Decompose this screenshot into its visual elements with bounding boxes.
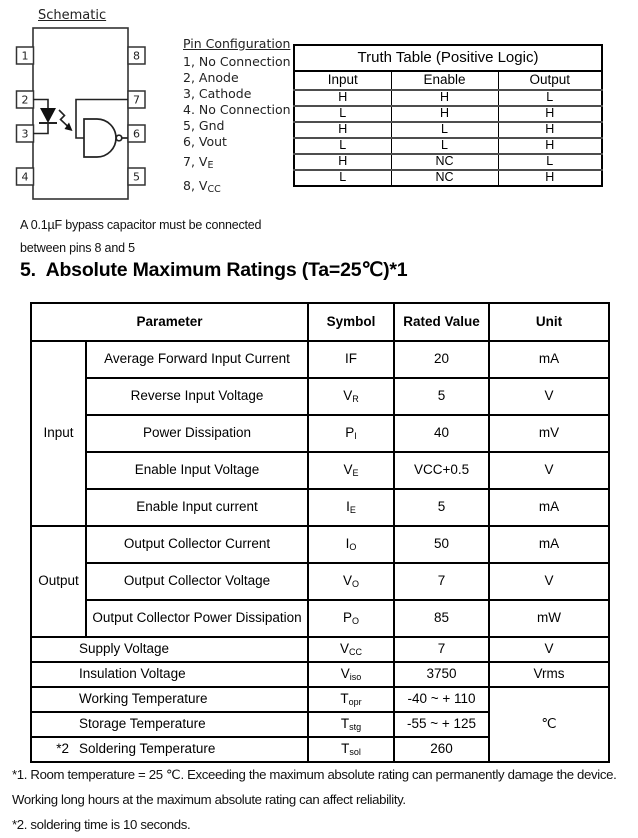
- pin-number: 6: [133, 127, 140, 141]
- symbol-cell: $T_{sol}$: [308, 737, 394, 762]
- parameter-cell: Enable Input Voltage: [86, 452, 308, 489]
- rated-value-cell: 260: [394, 737, 489, 762]
- parameter-cell: [31, 737, 308, 762]
- symbol-cell: $V_E$: [308, 452, 394, 489]
- truth-table-cell: H: [498, 122, 602, 138]
- ratings-row: [31, 415, 609, 452]
- ratings-row: [31, 662, 609, 687]
- pin-number: 2: [21, 93, 29, 107]
- truth-table-cell: H: [294, 90, 391, 106]
- ratings-header-symbol: Symbol: [308, 303, 394, 341]
- ratings-row: [31, 378, 609, 415]
- parameter-cell-content: [32, 667, 307, 682]
- ratings-row: [31, 637, 609, 662]
- truth-table-cell: NC: [391, 154, 498, 170]
- rated-value-cell: 5: [394, 378, 489, 415]
- symbol-cell: $P_O$: [308, 600, 394, 637]
- pin-config-item: 7, $V_E$: [183, 154, 214, 171]
- pin-config-item: 5, Gnd: [183, 118, 225, 133]
- symbol-cell: $P_I$: [308, 415, 394, 452]
- ratings-header-parameter: Parameter: [31, 303, 308, 341]
- truth-table-row: [294, 106, 602, 122]
- unit-cell: mA: [489, 489, 609, 526]
- section-heading: 5. Absolute Maximum Ratings (Ta=25℃)*1: [20, 259, 408, 281]
- truth-table-cell: L: [391, 138, 498, 154]
- pin-config-item: 1, No Connection: [183, 54, 291, 69]
- unit-cell: ℃: [489, 687, 609, 762]
- unit-cell: V: [489, 637, 609, 662]
- parameter-label: Soldering Temperature: [79, 741, 216, 757]
- left-pin-squares: [17, 47, 34, 185]
- parameter-cell: Enable Input current: [86, 489, 308, 526]
- truth-table-title: Truth Table (Positive Logic): [294, 45, 602, 71]
- truth-table-cell: L: [294, 106, 391, 122]
- rated-value-cell: 50: [394, 526, 489, 563]
- ratings-row: [31, 489, 609, 526]
- parameter-label: Storage Temperature: [79, 716, 206, 732]
- rated-value-cell: -55 ~ + 125: [394, 712, 489, 737]
- parameter-cell: [31, 712, 308, 737]
- truth-table-row: [294, 154, 602, 170]
- optocoupler-schematic-icon: [10, 26, 160, 206]
- ratings-group-cell: Input: [31, 341, 86, 526]
- footnote-1: *1. Room temperature = 25 ℃. Exceeding the maximum absolute rating can permanently damage the device.: [12, 767, 617, 782]
- symbol-cell: $V_{iso}$: [308, 662, 394, 687]
- parameter-cell-content: [32, 642, 307, 657]
- parameter-cell-content: [32, 742, 307, 757]
- pin-number: 8: [133, 49, 140, 63]
- truth-table-title-row: [294, 45, 602, 71]
- truth-table-cell: L: [294, 138, 391, 154]
- pin-number: 4: [21, 170, 29, 184]
- ratings-header-row: [31, 303, 609, 341]
- truth-table-cell: L: [391, 122, 498, 138]
- parameter-label: Insulation Voltage: [79, 666, 186, 682]
- symbol-cell: IF: [308, 341, 394, 378]
- parameter-cell-content: [32, 717, 307, 732]
- rated-value-cell: 40: [394, 415, 489, 452]
- pin-configuration-items: [183, 54, 291, 198]
- rated-value-cell: 5: [394, 489, 489, 526]
- schematic-title: Schematic: [38, 8, 107, 23]
- bypass-note-line2: between pins 8 and 5: [20, 240, 135, 255]
- pin-config-item: 3, Cathode: [183, 86, 252, 101]
- unit-cell: mW: [489, 600, 609, 637]
- ratings-header-rated-value: Rated Value: [394, 303, 489, 341]
- pin-config-item: 2, Anode: [183, 70, 239, 85]
- symbol-cell: $V_O$: [308, 563, 394, 600]
- parameter-cell: [31, 662, 308, 687]
- truth-table-cell: L: [498, 154, 602, 170]
- unit-cell: mV: [489, 415, 609, 452]
- footnotes: [12, 762, 638, 837]
- truth-table-row: [294, 122, 602, 138]
- parameter-cell: Output Collector Current: [86, 526, 308, 563]
- ratings-row: [31, 341, 609, 378]
- truth-table-cell: NC: [391, 170, 498, 186]
- rated-value-cell: 20: [394, 341, 489, 378]
- bypass-note: [20, 214, 261, 259]
- unit-cell: V: [489, 452, 609, 489]
- unit-cell: mA: [489, 526, 609, 563]
- unit-cell: V: [489, 563, 609, 600]
- symbol-cell: $T_{opr}$: [308, 687, 394, 712]
- ratings-header-unit: Unit: [489, 303, 609, 341]
- ratings-row: [31, 563, 609, 600]
- rated-value-cell: 7: [394, 637, 489, 662]
- parameter-cell: Average Forward Input Current: [86, 341, 308, 378]
- footnote-1-continued: Working long hours at the maximum absolute rating can affect reliability.: [12, 792, 406, 807]
- parameter-cell-content: [32, 692, 307, 707]
- footnote-2: *2. soldering time is 10 seconds.: [12, 817, 191, 832]
- rated-value-cell: VCC+0.5: [394, 452, 489, 489]
- symbol-cell: $T_{stg}$: [308, 712, 394, 737]
- truth-table-header-cell: Input: [327, 72, 358, 88]
- rated-value-cell: 3750: [394, 662, 489, 687]
- pin-config-item: 4. No Connection: [183, 102, 291, 117]
- ratings-table: [30, 302, 610, 763]
- rated-value-cell: -40 ~ + 110: [394, 687, 489, 712]
- bypass-note-line1: A 0.1µF bypass capacitor must be connected: [20, 218, 262, 232]
- symbol-cell: $I_E$: [308, 489, 394, 526]
- truth-table-cell: L: [498, 90, 602, 106]
- truth-table-cell: H: [391, 106, 498, 122]
- truth-table-cell: H: [498, 170, 602, 186]
- right-pin-squares: [128, 47, 145, 185]
- unit-cell: Vrms: [489, 662, 609, 687]
- truth-table-cell: H: [391, 90, 498, 106]
- parameter-cell: Power Dissipation: [86, 415, 308, 452]
- parameter-cell: [31, 687, 308, 712]
- truth-table-row: [294, 138, 602, 154]
- parameter-cell: Output Collector Voltage: [86, 563, 308, 600]
- symbol-cell: $V_{CC}$: [308, 637, 394, 662]
- ratings-group-cell: Output: [31, 526, 86, 637]
- pin-number: 1: [21, 49, 29, 63]
- truth-table-cell: L: [294, 170, 391, 186]
- ratings-row: [31, 526, 609, 563]
- truth-table-header-cell: Enable: [391, 71, 498, 90]
- truth-table-cell: H: [294, 154, 391, 170]
- ratings-row: [31, 452, 609, 489]
- truth-table: [293, 44, 603, 187]
- pin-config-item: 6, Vout: [183, 134, 227, 149]
- truth-table-cell: H: [498, 138, 602, 154]
- rated-value-cell: 7: [394, 563, 489, 600]
- unit-cell: mA: [489, 341, 609, 378]
- ratings-row: [31, 687, 609, 712]
- truth-table-row: [294, 90, 602, 106]
- truth-table-header-row: [294, 71, 602, 90]
- truth-table-row: [294, 170, 602, 186]
- row-footnote-marker: *2: [56, 741, 69, 757]
- ratings-row: [31, 600, 609, 637]
- pin-number: 7: [133, 93, 140, 107]
- parameter-cell: Output Collector Power Dissipation: [86, 600, 308, 637]
- parameter-cell: [31, 637, 308, 662]
- pin-number: 3: [21, 127, 29, 141]
- parameter-label: Supply Voltage: [79, 641, 170, 657]
- pin-config-item: 8, $V_{CC}$: [183, 178, 221, 195]
- parameter-label: Working Temperature: [79, 691, 208, 707]
- unit-cell: V: [489, 378, 609, 415]
- truth-table-cell: H: [498, 106, 602, 122]
- symbol-cell: $V_R$: [308, 378, 394, 415]
- pin-number: 5: [133, 170, 140, 184]
- pin-configuration: [183, 36, 291, 198]
- rated-value-cell: 85: [394, 600, 489, 637]
- truth-table-cell: H: [294, 122, 391, 138]
- symbol-cell: $I_O$: [308, 526, 394, 563]
- parameter-cell: Reverse Input Voltage: [86, 378, 308, 415]
- pin-configuration-title: Pin Configuration: [183, 36, 291, 51]
- truth-table-header-cell: Output: [498, 71, 602, 90]
